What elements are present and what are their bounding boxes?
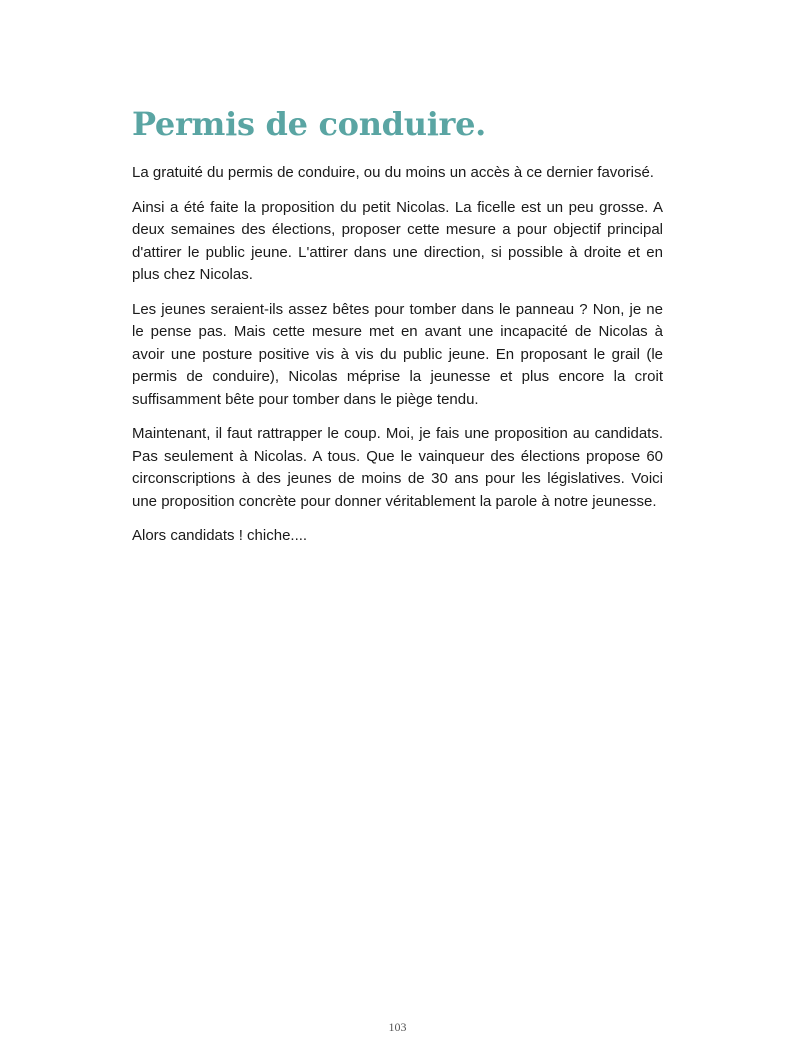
paragraph-2: Ainsi a été faite la proposition du petit Nicolas. La ficelle est un peu grosse. A deux semaines des élections, proposer cette mesure a pour objectif principal d'attirer le public jeune. L'attirer dans une direction, si possible à droite et en plus chez Nicolas.	[132, 198, 663, 283]
paragraph-4: Maintenant, il faut rattrapper le coup. Moi, je fais une proposition au candidats. Pas seulement à Nicolas. A tous. Que le vainqueur des élections propose 60 circonscriptions à des jeunes de moins de 30 ans pour les législatives. Voici une proposition concrète pour donner véritablement la parole à notre jeunesse.	[132, 425, 663, 510]
paragraph-1: La gratuité du permis de conduire, ou du moins un accès à ce dernier favorisé.	[132, 164, 654, 181]
page-number: 103	[388, 1020, 407, 1034]
body-text	[132, 162, 663, 560]
paragraph-5: Alors candidats ! chiche....	[132, 527, 308, 544]
page-title: Permis de conduire.	[132, 105, 487, 143]
paragraph-3: Les jeunes seraient-ils assez bêtes pour tomber dans le panneau ? Non, je ne le pense pas. Mais cette mesure met en avant une incapacité de Nicolas à avoir une posture positive vis à vis du public jeune. En proposant le grail (le permis de conduire), Nicolas méprise la jeunesse et plus encore la croit suffisamment bête pour tomber dans le piège tendu.	[132, 300, 663, 408]
